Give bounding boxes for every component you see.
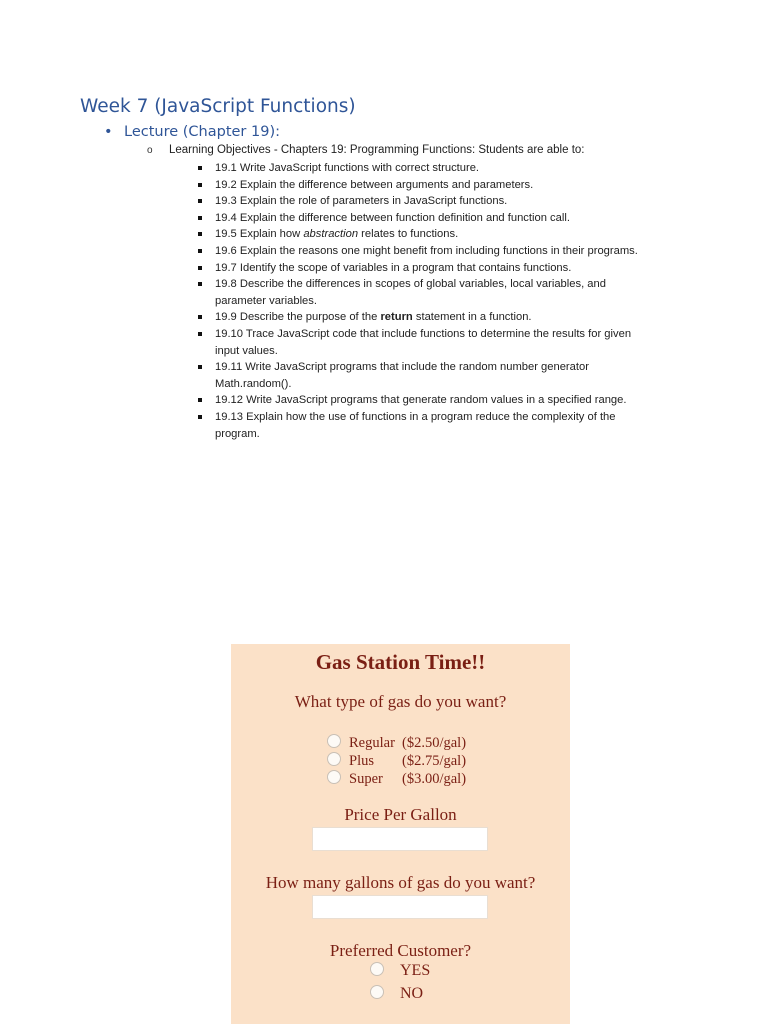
objective-text: 19.11 Write JavaScript programs that include the random number generator Math.random(). — [215, 361, 589, 390]
objective-text-before: 19.5 Explain how — [215, 228, 304, 241]
objective-item — [198, 193, 658, 210]
objective-item — [198, 260, 658, 277]
square-bullet-icon — [198, 282, 202, 286]
customer-option-no[interactable] — [370, 985, 423, 1003]
square-bullet-icon — [198, 332, 202, 336]
objective-text: 19.1 Write JavaScript functions with correct structure. — [215, 162, 480, 174]
square-bullet-icon — [198, 232, 202, 236]
objective-emphasis: abstraction — [303, 228, 359, 241]
radio-button-icon[interactable] — [370, 962, 384, 976]
gas-option-price: ($2.75/gal) — [402, 753, 467, 769]
gas-option-price: ($2.50/gal) — [402, 735, 467, 751]
gallons-label: How many gallons of gas do you want? — [265, 873, 536, 892]
square-bullet-icon — [198, 365, 202, 369]
square-bullet-icon — [198, 199, 202, 203]
lecture-label: Lecture (Chapter 19): — [124, 124, 280, 140]
gas-option-plus[interactable] — [327, 752, 466, 770]
objective-text-after: statement in a function. — [412, 311, 532, 324]
objective-item — [198, 309, 658, 326]
gas-option-super[interactable] — [327, 770, 466, 788]
objective-text: 19.4 Explain the difference between function definition and function call. — [215, 211, 570, 224]
objective-text-before: 19.9 Describe the purpose of the — [215, 311, 381, 324]
gas-station-panel — [231, 644, 570, 1024]
radio-button-icon[interactable] — [327, 770, 341, 784]
objective-item — [198, 409, 658, 442]
gallons-field[interactable] — [312, 895, 488, 919]
objective-text-after: relates to functions. — [358, 228, 459, 241]
radio-button-icon[interactable] — [370, 985, 384, 999]
gas-type-question: What type of gas do you want? — [294, 692, 507, 711]
objective-text: 19.10 Trace JavaScript code that include functions to determine the results for given input values. — [215, 327, 632, 357]
round-bullet-icon: • — [104, 124, 113, 140]
price-per-gallon-label: Price Per Gallon — [344, 805, 457, 824]
week-heading: Week 7 (JavaScript Functions) — [80, 96, 356, 117]
objectives-intro — [147, 144, 585, 156]
objective-item — [198, 392, 658, 409]
square-bullet-icon — [198, 183, 202, 187]
objective-text: 19.3 Explain the role of parameters in JavaScript functions. — [215, 195, 508, 208]
objective-item — [198, 326, 658, 359]
objective-text: 19.7 Identify the scope of variables in a program that contains functions. — [215, 261, 572, 274]
lecture-item — [104, 124, 280, 140]
price-per-gallon-field[interactable] — [312, 827, 488, 851]
objective-item — [198, 210, 658, 227]
gas-option-regular[interactable] — [327, 734, 466, 752]
square-bullet-icon — [198, 315, 202, 319]
customer-option-label: YES — [400, 962, 431, 979]
gas-option-name: Regular — [349, 735, 395, 751]
square-bullet-icon — [198, 216, 202, 220]
radio-button-icon[interactable] — [327, 734, 341, 748]
preferred-customer-label: Preferred Customer? — [329, 941, 472, 960]
gas-option-price: ($3.00/gal) — [402, 771, 467, 787]
objective-item — [198, 243, 658, 260]
objective-list — [198, 160, 658, 442]
objective-text: 19.6 Explain the reasons one might benefit from including functions in their programs. — [215, 244, 638, 257]
objective-bold: return — [380, 311, 413, 324]
square-bullet-icon — [198, 398, 202, 402]
gas-title: Gas Station Time!! — [315, 650, 486, 674]
objective-item — [198, 226, 658, 243]
radio-button-icon[interactable] — [327, 752, 341, 766]
square-bullet-icon — [198, 415, 202, 419]
objective-text: 19.13 Explain how the use of functions in a program reduce the complexity of the program. — [215, 410, 616, 440]
gas-option-name: Super — [349, 771, 383, 787]
square-bullet-icon — [198, 249, 202, 253]
objective-text: 19.8 Describe the differences in scopes of global variables, local variables, and parameter variables. — [215, 278, 606, 307]
circle-bullet-icon: o — [147, 145, 153, 156]
gas-option-name: Plus — [349, 753, 374, 769]
square-bullet-icon — [198, 166, 202, 170]
objective-text: 19.12 Write JavaScript programs that generate random values in a specified range. — [215, 394, 627, 407]
objective-item — [198, 276, 658, 309]
customer-option-yes[interactable] — [370, 962, 430, 980]
objective-item — [198, 177, 658, 194]
objective-text: 19.2 Explain the difference between arguments and parameters. — [215, 178, 534, 191]
objective-item — [198, 160, 658, 177]
square-bullet-icon — [198, 266, 202, 270]
objective-item — [198, 359, 658, 392]
customer-option-label: NO — [400, 985, 424, 1002]
objectives-intro-text: Learning Objectives - Chapters 19: Programming Functions: Students are able to: — [169, 144, 585, 156]
